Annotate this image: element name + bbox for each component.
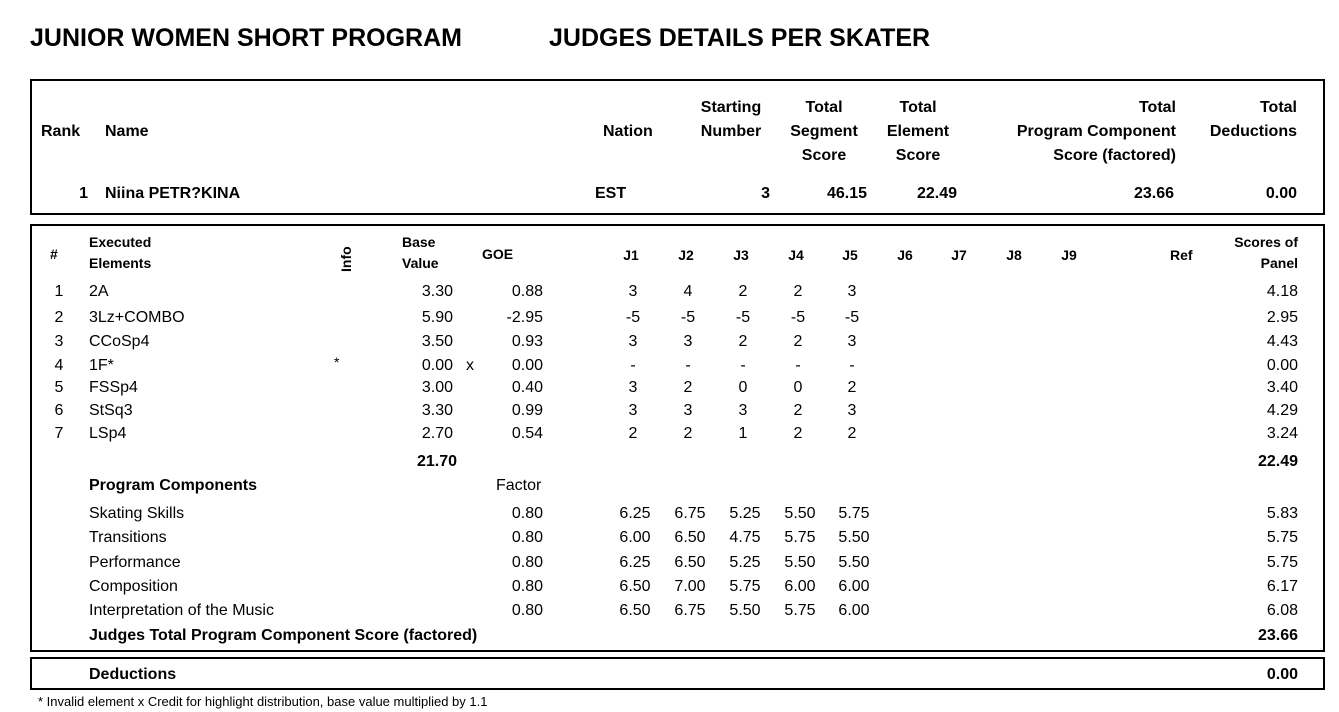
component-judge-score: 5.75	[729, 578, 761, 595]
component-judge-score: 6.00	[619, 529, 651, 546]
component-factor: 0.80	[511, 602, 543, 619]
component-panel-score: 6.17	[1266, 578, 1298, 595]
element-judge-score: 2	[628, 425, 638, 442]
judge-6-header: J6	[897, 247, 913, 263]
component-judge-score: 6.50	[619, 578, 651, 595]
component-panel-score: 5.83	[1266, 505, 1298, 522]
total-deductions-header: Total Deductions	[1209, 99, 1297, 140]
component-judge-score: 5.25	[729, 505, 761, 522]
element-judge-score: 2	[793, 402, 803, 419]
element-judge-score: 0	[738, 379, 748, 396]
component-judge-score: 5.50	[838, 529, 870, 546]
element-name: 1F*	[89, 357, 114, 374]
component-judge-score: 6.50	[619, 602, 651, 619]
element-highlight-mark: x	[466, 357, 474, 374]
element-goe: 0.40	[511, 379, 543, 396]
element-goe: 0.88	[511, 283, 543, 300]
element-number: 2	[54, 309, 64, 326]
total-pcs-header: Total Program Component Score (factored)	[1016, 99, 1176, 164]
element-goe: 0.93	[511, 333, 543, 350]
component-name: Skating Skills	[89, 505, 185, 522]
element-base-value: 0.00	[421, 357, 453, 374]
element-name: LSp4	[89, 425, 127, 442]
element-panel-score: 4.29	[1266, 402, 1298, 419]
starting-number-header: Starting Number	[700, 99, 762, 140]
component-name: Composition	[89, 578, 178, 595]
element-judge-score: -5	[625, 309, 641, 326]
element-number-header: #	[50, 246, 58, 262]
component-judge-score: 6.00	[784, 578, 816, 595]
component-judge-score: 7.00	[674, 578, 706, 595]
element-judge-score: 3	[683, 333, 693, 350]
component-factor: 0.80	[511, 529, 543, 546]
goe-header: GOE	[482, 246, 514, 262]
element-goe: 0.00	[511, 357, 543, 374]
skater-total-element-score: 22.49	[916, 185, 957, 202]
skater-rank: 1	[79, 185, 88, 202]
total-element-score: 22.49	[1257, 453, 1298, 470]
component-judge-score: 5.50	[784, 505, 816, 522]
component-judge-score: 6.50	[674, 529, 706, 546]
nation-header: Nation	[603, 123, 653, 140]
rank-header: Rank	[41, 123, 81, 140]
element-number: 3	[54, 333, 64, 350]
element-goe: -2.95	[506, 309, 543, 326]
component-judge-score: 6.50	[674, 554, 706, 571]
element-judge-score: 3	[628, 333, 638, 350]
element-number: 7	[54, 425, 64, 442]
total-base-value: 21.70	[416, 453, 457, 470]
component-judge-score: 5.25	[729, 554, 761, 571]
element-judge-score: 0	[793, 379, 803, 396]
judge-9-header: J9	[1061, 247, 1077, 263]
name-header: Name	[105, 123, 149, 140]
element-base-value: 3.00	[421, 379, 453, 396]
component-panel-score: 5.75	[1266, 529, 1298, 546]
component-panel-score: 6.08	[1266, 602, 1298, 619]
element-base-value: 3.30	[421, 402, 453, 419]
element-judge-score: -5	[844, 309, 860, 326]
component-judge-score: 5.75	[838, 505, 870, 522]
base-value-header: Base Value	[402, 234, 439, 271]
component-judge-score: 5.50	[784, 554, 816, 571]
component-factor: 0.80	[511, 578, 543, 595]
component-judge-score: 5.75	[784, 529, 816, 546]
element-judge-score: 2	[847, 425, 857, 442]
element-number: 5	[54, 379, 64, 396]
element-judge-score: 3	[628, 402, 638, 419]
skater-total-segment-score: 46.15	[826, 185, 867, 202]
element-judge-score: -5	[735, 309, 751, 326]
element-judge-score: 3	[847, 402, 857, 419]
deductions-box	[30, 657, 1325, 690]
element-judge-score: 4	[683, 283, 693, 300]
element-goe: 0.54	[511, 425, 543, 442]
deductions-value: 0.00	[1266, 666, 1298, 683]
program-components-label: Program Components	[89, 477, 258, 494]
judges-total-pcs-score: 23.66	[1257, 627, 1298, 644]
element-base-value: 2.70	[421, 425, 453, 442]
element-judge-score: 2	[683, 379, 693, 396]
element-panel-score: 3.40	[1266, 379, 1298, 396]
element-name: StSq3	[89, 402, 133, 419]
element-judge-score: -	[685, 357, 691, 374]
judge-4-header: J4	[788, 247, 804, 263]
total-segment-score-header: Total Segment Score	[790, 99, 858, 164]
element-name: 2A	[89, 283, 109, 300]
element-judge-score: 2	[793, 333, 803, 350]
component-judge-score: 4.75	[729, 529, 761, 546]
judge-2-header: J2	[678, 247, 694, 263]
report-title: JUDGES DETAILS PER SKATER	[549, 24, 931, 52]
component-factor: 0.80	[511, 505, 543, 522]
element-goe: 0.99	[511, 402, 543, 419]
element-name: 3Lz+COMBO	[89, 309, 185, 326]
element-panel-score: 2.95	[1266, 309, 1298, 326]
element-number: 1	[54, 283, 64, 300]
element-judge-score: -5	[790, 309, 806, 326]
component-name: Transitions	[89, 529, 167, 546]
element-judge-score: 2	[847, 379, 857, 396]
element-judge-score: -	[630, 357, 636, 374]
judges-total-pcs-label: Judges Total Program Component Score (factored)	[89, 627, 478, 644]
element-judge-score: 2	[683, 425, 693, 442]
element-judge-score: 2	[793, 283, 803, 300]
element-judge-score: 3	[628, 379, 638, 396]
element-panel-score: 4.43	[1266, 333, 1298, 350]
skater-total-pcs: 23.66	[1133, 185, 1174, 202]
element-number: 4	[54, 357, 64, 374]
element-judge-score: 2	[738, 333, 748, 350]
element-judge-score: 1	[738, 425, 748, 442]
element-base-value: 5.90	[421, 309, 453, 326]
event-title: JUNIOR WOMEN SHORT PROGRAM	[30, 24, 462, 52]
element-judge-score: -	[849, 357, 855, 374]
skater-nation: EST	[595, 185, 627, 202]
element-number: 6	[54, 402, 64, 419]
element-panel-score: 3.24	[1266, 425, 1298, 442]
judge-5-header: J5	[842, 247, 858, 263]
element-panel-score: 0.00	[1266, 357, 1298, 374]
component-judge-score: 5.50	[729, 602, 761, 619]
judge-1-header: J1	[623, 247, 639, 263]
judge-7-header: J7	[951, 247, 967, 263]
skater-starting-number: 3	[761, 185, 770, 202]
element-judge-score: 3	[847, 333, 857, 350]
component-judge-score: 6.75	[674, 602, 706, 619]
element-judge-score: 3	[683, 402, 693, 419]
executed-elements-header: Executed Elements	[89, 234, 152, 271]
component-judge-score: 6.75	[674, 505, 706, 522]
skater-name: Niina PETR?KINA	[105, 185, 241, 202]
component-name: Performance	[89, 554, 181, 571]
element-judge-score: 3	[628, 283, 638, 300]
scores-of-panel-header: Scores of Panel	[1234, 234, 1298, 271]
component-judge-score: 6.00	[838, 602, 870, 619]
footnote: * Invalid element x Credit for highlight distribution, base value multiplied by 1.1	[38, 694, 488, 709]
component-judge-score: 6.00	[838, 578, 870, 595]
component-judge-score: 5.50	[838, 554, 870, 571]
component-judge-score: 6.25	[619, 554, 651, 571]
element-judge-score: -	[795, 357, 801, 374]
total-element-score-header: Total Element Score	[886, 99, 950, 164]
element-name: FSSp4	[89, 379, 138, 396]
element-base-value: 3.50	[421, 333, 453, 350]
element-panel-score: 4.18	[1266, 283, 1298, 300]
component-judge-score: 5.75	[784, 602, 816, 619]
deductions-label: Deductions	[89, 666, 177, 683]
element-judge-score: 2	[793, 425, 803, 442]
element-judge-score: 3	[847, 283, 857, 300]
component-name: Interpretation of the Music	[89, 602, 274, 619]
element-name: CCoSp4	[89, 333, 150, 350]
element-base-value: 3.30	[421, 283, 453, 300]
element-info: *	[334, 354, 340, 370]
component-factor: 0.80	[511, 554, 543, 571]
info-header: Info	[338, 246, 354, 272]
skater-total-deductions: 0.00	[1265, 185, 1297, 202]
component-panel-score: 5.75	[1266, 554, 1298, 571]
ref-header: Ref	[1170, 247, 1193, 263]
component-judge-score: 6.25	[619, 505, 651, 522]
factor-header: Factor	[496, 477, 542, 494]
judge-8-header: J8	[1006, 247, 1022, 263]
element-judge-score: 3	[738, 402, 748, 419]
judge-3-header: J3	[733, 247, 749, 263]
element-judge-score: -	[740, 357, 746, 374]
element-judge-score: 2	[738, 283, 748, 300]
element-judge-score: -5	[680, 309, 696, 326]
